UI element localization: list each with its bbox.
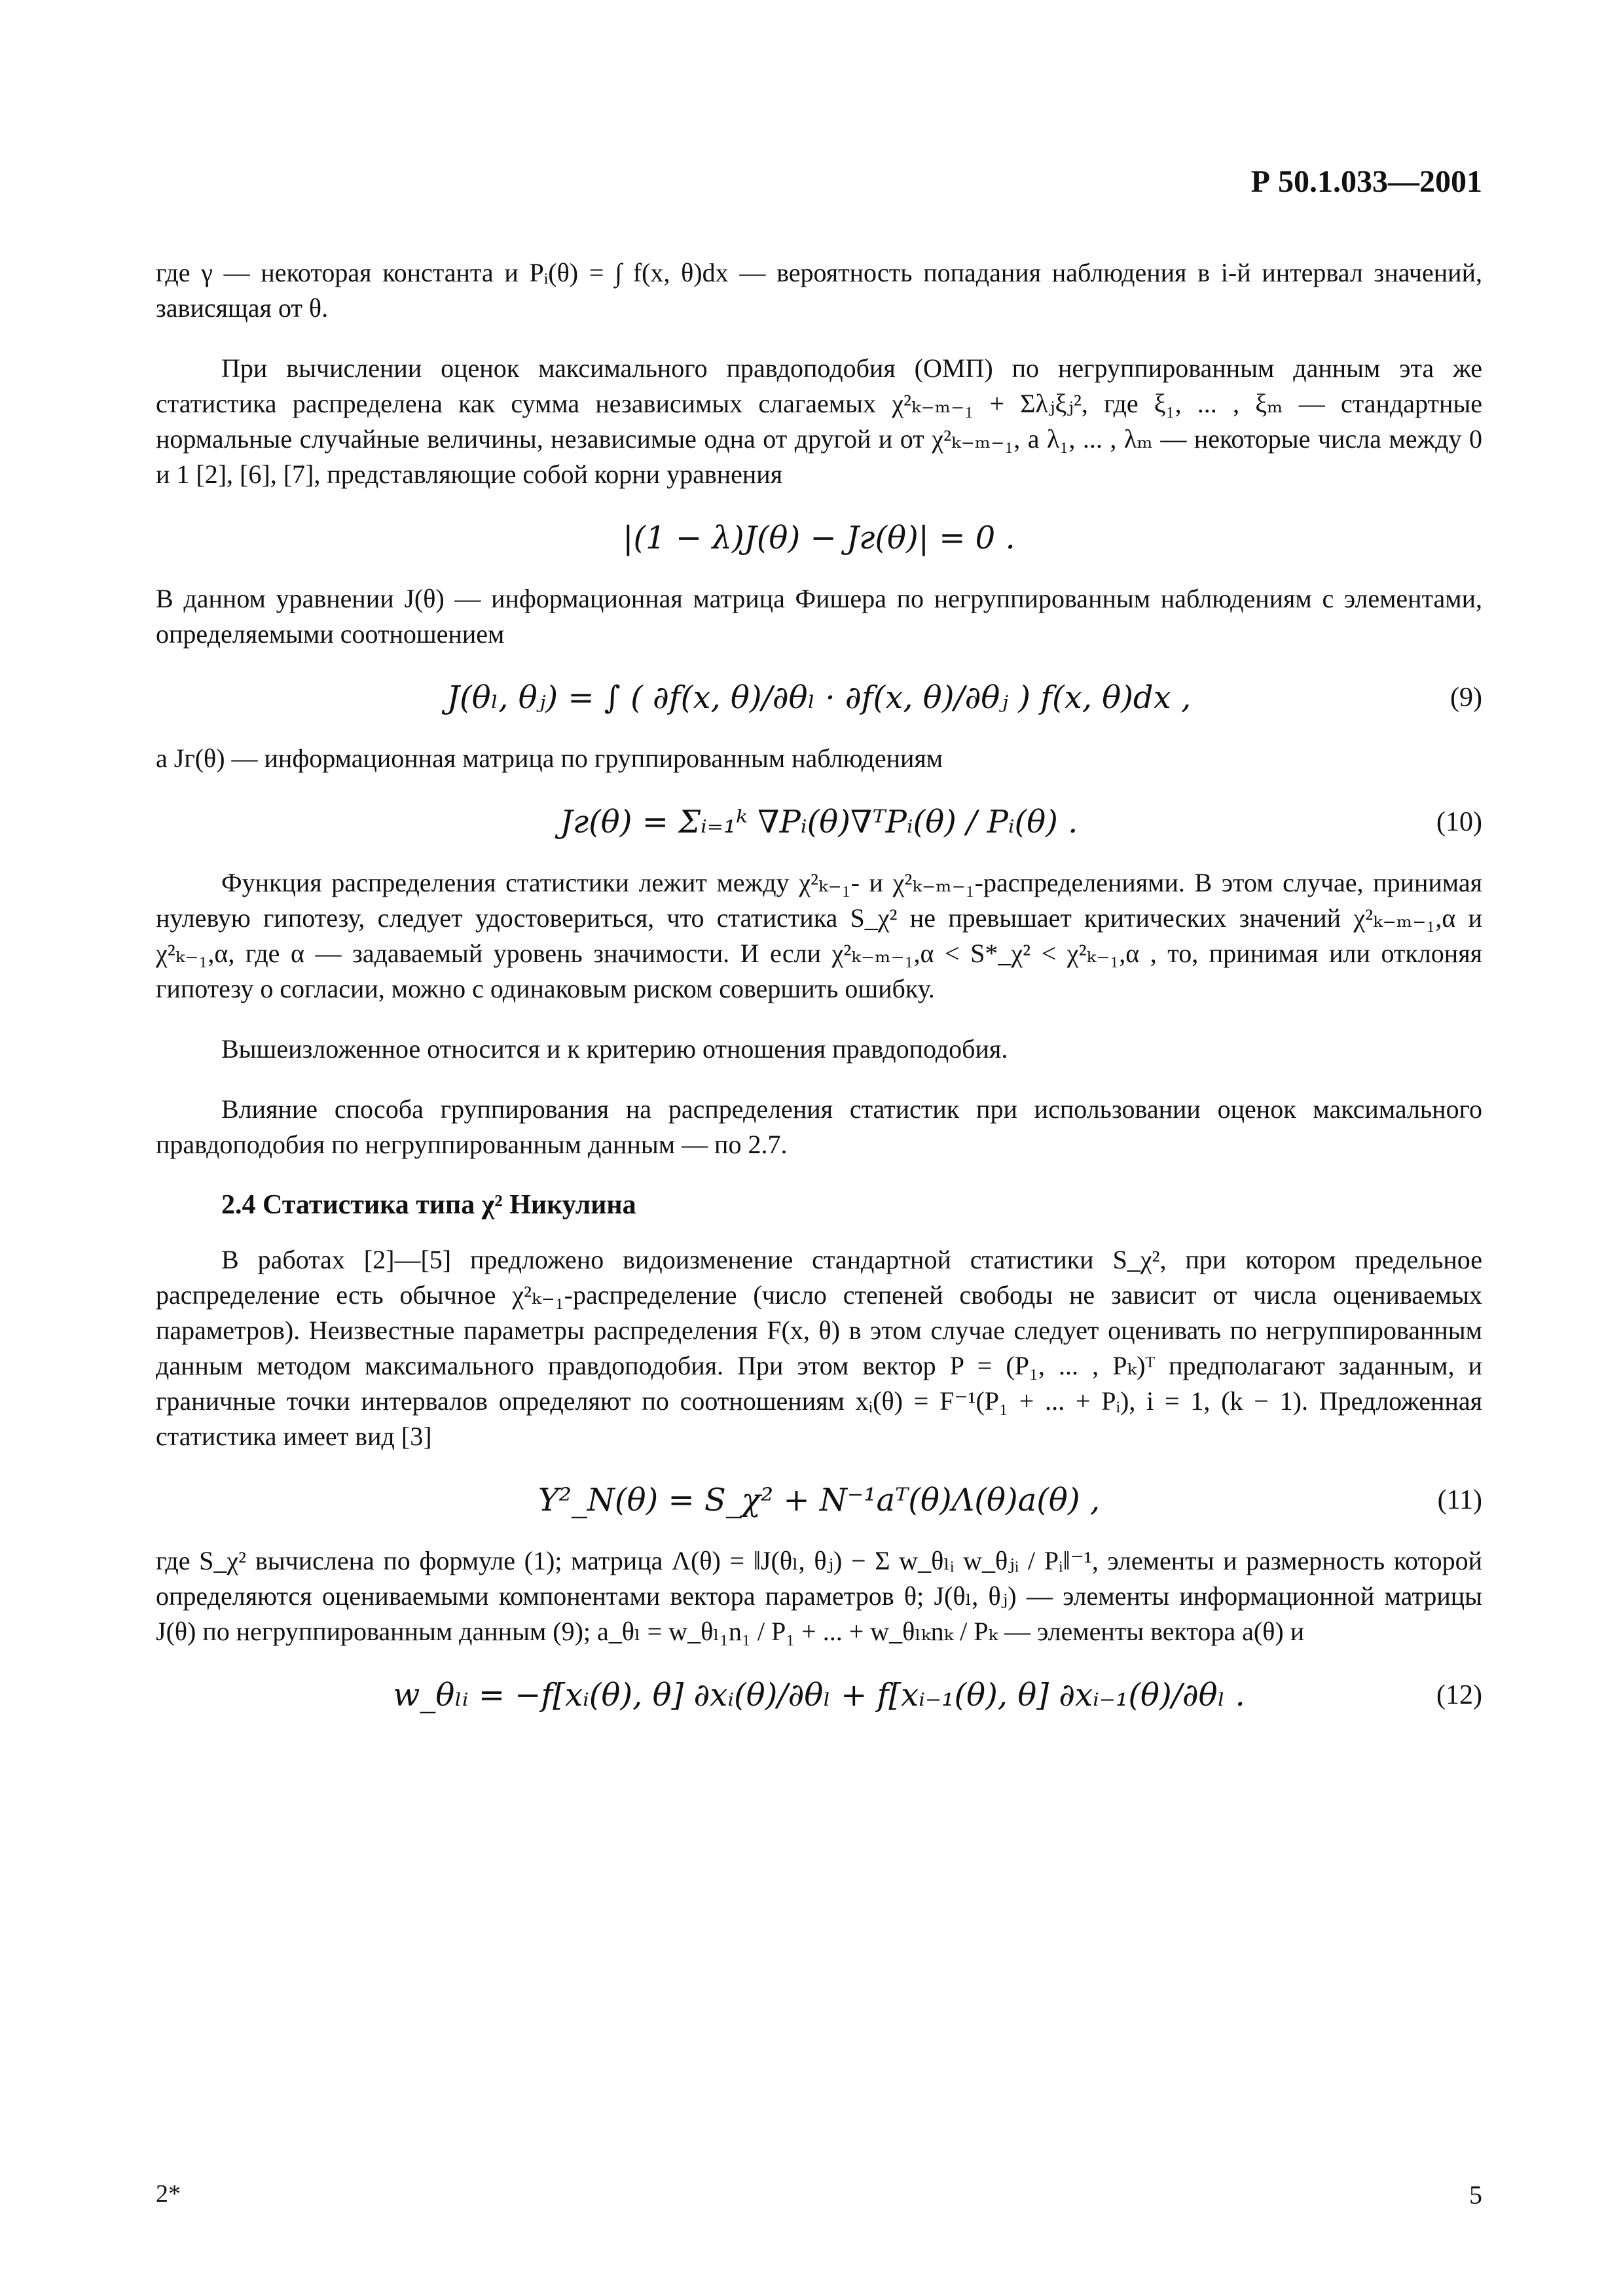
equation-10: [156, 801, 1482, 843]
equation-10-formula: Jг(θ) = Σᵢ₌₁ᵏ ∇Pᵢ(θ)∇ᵀPᵢ(θ) / Pᵢ(θ) .: [560, 804, 1078, 840]
section-heading: 2.4 Статистика типа χ² Никулина: [221, 1190, 636, 1220]
equation-12-number: (12): [1436, 1680, 1482, 1710]
equation-11: [156, 1479, 1482, 1521]
equation-12-formula: w_θₗᵢ = −f[xᵢ(θ), θ] ∂xᵢ(θ)/∂θₗ + f[xᵢ₋₁(θ), θ] ∂xᵢ₋₁(θ)/∂θₗ .: [393, 1677, 1245, 1713]
equation-9-formula: J(θₗ, θⱼ) = ∫ ( ∂f(x, θ)/∂θₗ · ∂f(x, θ)/∂θⱼ ) f(x, θ)dx ,: [447, 679, 1192, 716]
paragraph-grouped-matrix: а Jг(θ) — информационная матрица по группированным наблюдениям: [156, 744, 943, 773]
paragraph-grouping-influence: Влияние способа группирования на распределения статистик при использовании оценок максимального правдоподобия по негруппированным данным — по 2.7.: [156, 1094, 1482, 1159]
equation-9: [156, 677, 1482, 719]
page-number: 5: [1469, 2180, 1482, 2210]
equation-determinant-formula: |(1 − λ)J(θ) − Jг(θ)| = 0 .: [623, 520, 1015, 556]
paragraph-likelihood-ratio: Вышеизложенное относится и к критерию отношения правдоподобия.: [221, 1034, 1008, 1064]
document-body: [156, 255, 1482, 1738]
paragraph-distribution-function: Функция распределения статистики лежит между χ²ₖ₋₁- и χ²ₖ₋ₘ₋₁-распределениями. В этом случае, принимая нулевую гипотезу, следует удостовериться, что статистика S_χ² не превышает критических значений χ²ₖ₋ₘ₋₁,α и χ²ₖ₋₁,α, где α — задаваемый уровень значимости. И если χ²ₖ₋ₘ₋₁,α < S*_χ² < χ²ₖ₋₁,α , то, принимая или отклоняя гипотезу о согласии, можно с одинаковым риском совершить ошибку.: [156, 868, 1482, 1003]
equation-10-number: (10): [1436, 807, 1482, 837]
paragraph-fisher-matrix: В данном уравнении J(θ) — информационная матрица Фишера по негруппированным наблюдениям с элементами, определяемыми соотношением: [156, 584, 1482, 649]
equation-11-formula: Y²_N(θ) = S_χ² + N⁻¹aᵀ(θ)Λ(θ)a(θ) ,: [538, 1482, 1101, 1518]
paragraph-omp-statistic: При вычислении оценок максимального правдоподобия (ОМП) по негруппированным данным эта же статистика распределена как сумма независимых слагаемых χ²ₖ₋ₘ₋₁ + Σλⱼξⱼ², где ξ₁, ... , ξₘ — стандартные нормальные случайные величины, независимые одна от другой и от χ²ₖ₋ₘ₋₁, а λ₁, ... , λₘ — некоторые числа между 0 и 1 [2], [6], [7], представляющие собой корни уравнения: [156, 353, 1483, 489]
equation-determinant: [156, 517, 1482, 559]
paragraph-nikulin-statistic: В работах [2]—[5] предложено видоизменение стандартной статистики S_χ², при котором предельное распределение есть обычное χ²ₖ₋₁-распределение (число степеней свободы не зависит от числа оцениваемых параметров). Неизвестные параметры распределения F(x, θ) в этом случае следует оценивать по негруппированным данным методом максимального правдоподобия. При этом вектор P = (P₁, ... , Pₖ)ᵀ предполагают заданным, и граничные точки интервалов определяют по соотношениям xᵢ(θ) = F⁻¹(P₁ + ... + Pᵢ), i = 1, (k − 1). Предложенная статистика имеет вид [3]: [156, 1245, 1482, 1451]
paragraph-probability-definition: где γ — некоторая константа и Pᵢ(θ) = ∫ f(x, θ)dx — вероятность попадания наблюдения в i-й интервал значений, зависящая от θ.: [156, 258, 1482, 323]
signature-mark: 2*: [156, 2180, 181, 2208]
equation-9-number: (9): [1450, 683, 1482, 713]
paragraph-lambda-matrix: где S_χ² вычислена по формуле (1); матрица Λ(θ) = ‖J(θₗ, θⱼ) − Σ w_θₗᵢ w_θⱼᵢ / Pᵢ‖⁻¹, элементы и размерность которой определяются оцениваемыми компонентами вектора параметров θ; J(θₗ, θⱼ) — элементы информационной матрицы J(θ) по негруппированным данным (9); a_θₗ = w_θₗ₁n₁ / P₁ + ... + w_θₗₖnₖ / Pₖ — элементы вектора a(θ) и: [156, 1546, 1482, 1646]
equation-12: [156, 1674, 1482, 1716]
standard-code: Р 50.1.033—2001: [1250, 164, 1482, 199]
equation-11-number: (11): [1437, 1485, 1482, 1515]
